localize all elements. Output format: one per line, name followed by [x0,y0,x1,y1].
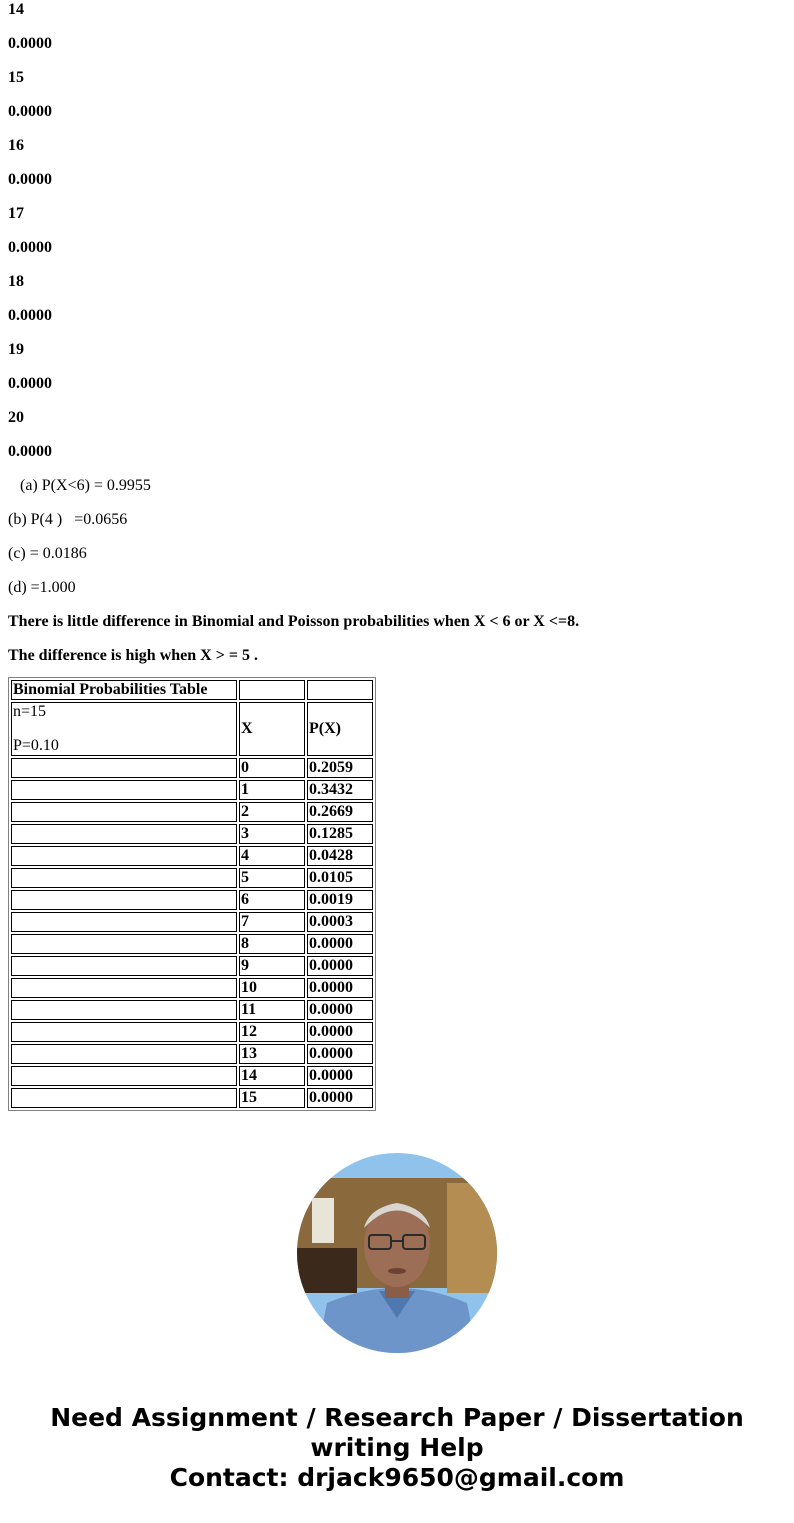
table-empty-cell [11,912,237,932]
table-empty-cell [11,802,237,822]
table-row [11,890,373,910]
p-label: P=0.10 [13,737,59,754]
table-row [11,956,373,976]
table-row [11,846,373,866]
table-header-row [11,680,373,700]
table-empty-cell [11,956,237,976]
answer-b: (b) P(4 ) =0.0656 [8,511,128,528]
footer-contact: Contact: drjack9650@gmail.com [169,1463,625,1492]
table-row [11,868,373,888]
probability-cell: 0.0019 [307,890,373,910]
table-row [11,802,373,822]
table-row [11,758,373,778]
table-empty-cell [11,780,237,800]
table-empty-cell [11,890,237,910]
table-empty-cell [11,1022,237,1042]
leading-p-value: 0.0000 [8,103,52,120]
table-row [11,1044,373,1064]
probability-cell: 0.2669 [307,802,373,822]
author-portrait-image [297,1153,497,1353]
n-label: n=15 [13,703,47,720]
answers-section [8,476,788,612]
table-empty-cell [11,1088,237,1108]
x-value-cell: 3 [239,824,305,844]
leading-p-value: 0.0000 [8,375,52,392]
table-row [11,1022,373,1042]
column-header-px: P(X) [307,702,373,756]
probability-cell: 0.0000 [307,1088,373,1108]
probability-cell: 0.3432 [307,780,373,800]
probability-cell: 0.0003 [307,912,373,932]
x-value-cell: 12 [239,1022,305,1042]
probability-cell: 0.0000 [307,956,373,976]
table-row [11,1088,373,1108]
conclusion-line-1: There is little difference in Binomial and Poisson probabilities when X < 6 or X <=8. [8,613,580,630]
probability-cell: 0.0000 [307,934,373,954]
table-row [11,1000,373,1020]
answer-c: (c) = 0.0186 [8,545,87,562]
table-empty-cell [307,680,373,700]
answer-d: (d) =1.000 [8,579,76,596]
probability-cell: 0.2059 [307,758,373,778]
table-empty-cell [11,824,237,844]
leading-x-value: 18 [8,273,24,290]
x-value-cell: 10 [239,978,305,998]
leading-values-list [8,0,788,476]
x-value-cell: 7 [239,912,305,932]
probability-cell: 0.0000 [307,1022,373,1042]
x-value-cell: 6 [239,890,305,910]
table-row [11,780,373,800]
footer-line-1: Need Assignment / Research Paper / Dissertation [50,1403,744,1432]
x-value-cell: 14 [239,1066,305,1086]
table-empty-cell [11,934,237,954]
conclusion-line-2: The difference is high when X > = 5 . [8,647,258,664]
leading-x-value: 19 [8,341,24,358]
x-value-cell: 1 [239,780,305,800]
table-empty-cell [11,1044,237,1064]
probability-cell: 0.0105 [307,868,373,888]
leading-p-value: 0.0000 [8,239,52,256]
x-value-cell: 2 [239,802,305,822]
table-row [11,1066,373,1086]
column-header-x: X [239,702,305,756]
leading-x-value: 16 [8,137,24,154]
table-empty-cell [11,846,237,866]
leading-p-value: 0.0000 [8,171,52,188]
footer-banner [0,1403,794,1493]
x-value-cell: 5 [239,868,305,888]
x-value-cell: 4 [239,846,305,866]
leading-x-value: 14 [8,1,24,18]
probability-cell: 0.0000 [307,1066,373,1086]
table-body [11,758,373,1108]
footer-line-2: writing Help [310,1433,484,1462]
x-value-cell: 13 [239,1044,305,1064]
table-params-row [11,702,373,756]
table-empty-cell [11,978,237,998]
probability-cell: 0.0000 [307,1000,373,1020]
probability-cell: 0.0428 [307,846,373,866]
table-empty-cell [11,1000,237,1020]
table-row [11,912,373,932]
table-empty-cell [11,758,237,778]
probability-cell: 0.1285 [307,824,373,844]
table-row [11,978,373,998]
table-row [11,934,373,954]
leading-x-value: 15 [8,69,24,86]
x-value-cell: 11 [239,1000,305,1020]
leading-x-value: 17 [8,205,24,222]
table-empty-cell [11,868,237,888]
x-value-cell: 9 [239,956,305,976]
document-body [8,0,788,1111]
probability-cell: 0.0000 [307,1044,373,1064]
leading-p-value: 0.0000 [8,35,52,52]
leading-p-value: 0.0000 [8,443,52,460]
answer-a: (a) P(X<6) = 0.9955 [8,477,151,494]
table-empty-cell [11,1066,237,1086]
author-photo [297,1153,497,1353]
leading-x-value: 20 [8,409,24,426]
table-title: Binomial Probabilities Table [11,680,237,700]
table-empty-cell [239,680,305,700]
probability-cell: 0.0000 [307,978,373,998]
table-row [11,824,373,844]
x-value-cell: 8 [239,934,305,954]
x-value-cell: 15 [239,1088,305,1108]
leading-p-value: 0.0000 [8,307,52,324]
x-value-cell: 0 [239,758,305,778]
binomial-probabilities-table [8,677,376,1111]
table-params-cell [11,702,237,756]
